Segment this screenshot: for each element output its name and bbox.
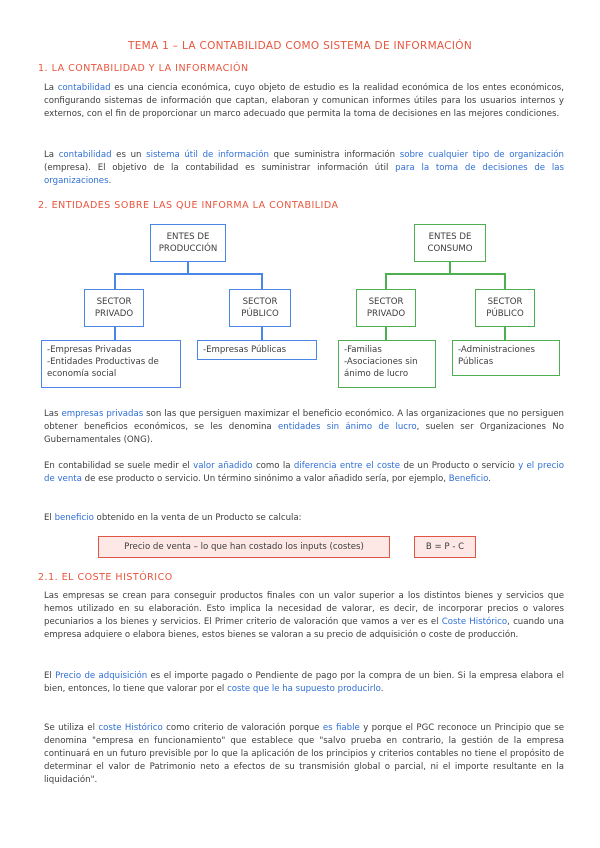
text-run: que suministra información [268,150,400,160]
text-run: es el importe pagado o Pendiente de pago por la compra de un bien. Si la empresa elabora el bien, entonces, lo tiene que valorar por el [44,671,564,694]
highlighted-term: valor añadido [193,461,253,471]
highlighted-term: coste Histórico [98,723,163,733]
formula-box: Precio de venta – lo que han costado los inputs (costes) [98,536,390,558]
paragraph [44,670,564,696]
box-sector-publico-consumo: SECTOR PÚBLICO [475,289,535,327]
paragraph [44,149,564,188]
connector [114,273,262,275]
connector [114,273,116,289]
box-sector-privado-produccion: SECTOR PRIVADO [84,289,144,327]
highlighted-term: y el precio de venta [44,461,565,484]
list-publico-consumo: -Administraciones Públicas [452,340,560,376]
list-publico-produccion: -Empresas Públicas [197,340,317,360]
highlighted-term: sobre cualquier tipo de organización [399,150,565,160]
list-privado-consumo: -Familias -Asociaciones sin ánimo de lucro [338,340,436,388]
highlighted-term: sistema útil de información [146,150,269,160]
highlighted-term: Coste Histórico [441,617,508,627]
highlighted-term: contabilidad [57,83,111,93]
text-run: Las empresas se crean para conseguir productos finales con un valor superior a los distintos bienes y servicios que hemos utilizado en su elaboración. Esto implica la necesidad de valorar, es decir, de incorporar precios o valores pecuniarios a los bienes y servicios. El Primer criterio de valoración que vamos a ver es el [44,591,564,627]
text-run: El [44,513,55,523]
text-run: . [380,684,384,694]
text-run: son las que persiguen maximizar el beneficio económico. A las organizaciones que no persiguen obtener beneficios económicos, se les denomina [44,409,565,432]
text-run: Las [44,409,62,419]
highlighted-term: diferencia entre el coste [293,461,401,471]
highlighted-term: empresas privadas [61,409,144,419]
highlighted-term: entidades sin ánimo de lucro [278,422,417,432]
formula-short-box: B = P - C [414,536,476,558]
connector [385,327,387,340]
connector [114,327,116,340]
text-run: El [44,671,56,681]
highlighted-term: contabilidad [58,150,112,160]
text-run: , cuando una empresa adquiere o elabora bienes, estos bienes se valoran a su precio de adquisición o coste de producción. [44,617,564,640]
box-entes-consumo: ENTES DE CONSUMO [414,224,486,262]
paragraph [44,512,564,525]
text-run: La [44,83,58,93]
highlighted-term: es fiable [322,723,360,733]
text-run: es una ciencia económica, cuyo objeto de estudio es la realidad económica de los entes económicos, configurando sistemas de información que captan, elaboran y comunican informes útiles para los usuarios internos y externos, con el fin de proporcionar un marco adecuado que permita la toma de decisiones en las mejores condiciones. [44,83,564,119]
text-run: y porque el PGC reconoce un Principio que se denomina "empresa en funcionamiento" que establece que "salvo prueba en contrario, la gestión de la empresa continuará en un futuro previsible por lo que la aplicación de los principios y criterios contables no tiene el propósito de determinar el valor de Patrimonio neto a efectos de su transmisión global o parcial, ni el importe resultante en la liquidación". [44,723,564,785]
list-privado-produccion: -Empresas Privadas -Entidades Productivas de economía social [41,340,181,388]
text-run: En contabilidad se suele medir el [44,461,194,471]
highlighted-term: Precio de adquisición [55,671,148,681]
section-heading-2: 2. ENTIDADES SOBRE LAS QUE INFORMA LA CONTABILIDA [38,200,339,211]
text-run: como criterio de valoración porque [162,723,323,733]
connector [385,273,387,289]
box-sector-publico-produccion: SECTOR PÚBLICO [229,289,291,327]
text-run: , suelen ser Organizaciones No Gubernamentales (ONG). [44,422,564,445]
box-sector-privado-consumo: SECTOR PRIVADO [356,289,416,327]
page-title: TEMA 1 – LA CONTABILIDAD COMO SISTEMA DE INFORMACIÓN [128,40,472,52]
text-run: obtenido en la venta de un Producto se calcula: [93,513,302,523]
text-run: de un Producto o servicio [400,461,519,471]
text-run: como la [252,461,294,471]
text-run: Se utiliza el [44,723,99,733]
text-run: . [108,176,112,186]
highlighted-term: coste que le ha supuesto producirlo [227,684,381,694]
section-heading-1: 1. LA CONTABILIDAD Y LA INFORMACIÓN [38,63,249,74]
highlighted-term: para la toma de decisiones de las organizaciones [44,163,564,186]
paragraph [44,82,564,121]
text-run: de ese producto o servicio. Un término sinónimo a valor añadido sería, por ejemplo, [81,474,449,484]
paragraph [44,460,564,486]
section-heading-2-1: 2.1. EL COSTE HISTÓRICO [38,572,173,583]
highlighted-term: beneficio [54,513,94,523]
connector [504,273,506,289]
paragraph [44,590,564,642]
text-run: (empresa). El objetivo de la contabilidad es suministrar información útil [44,163,396,173]
box-entes-produccion: ENTES DE PRODUCCIÓN [150,224,226,262]
connector [261,327,263,340]
connector [261,273,263,289]
paragraph [44,408,564,447]
connector [504,327,506,340]
text-run: . [488,474,491,484]
paragraph [44,722,564,787]
highlighted-term: Beneficio [448,474,489,484]
text-run: La [44,150,59,160]
connector [385,273,505,275]
text-run: es un [111,150,147,160]
